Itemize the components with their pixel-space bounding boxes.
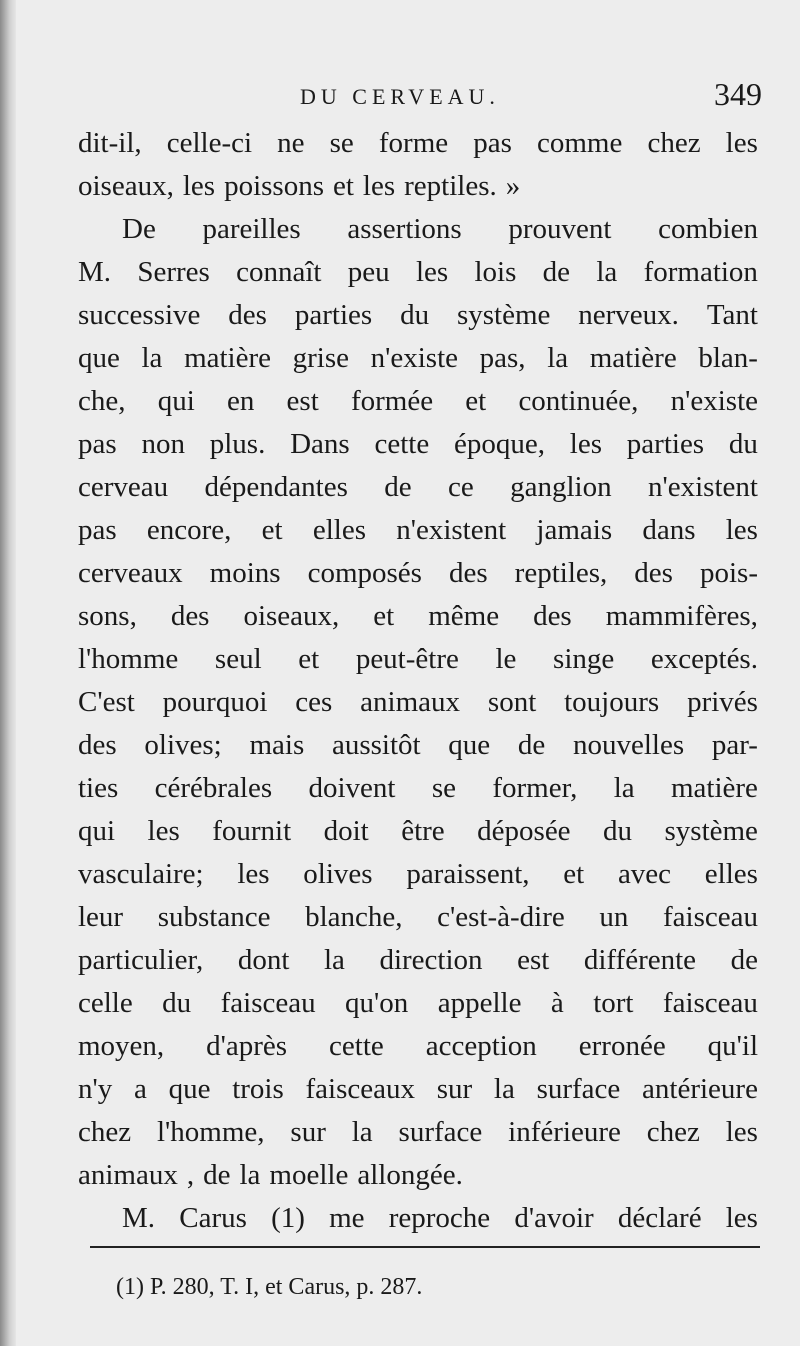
word: parties: [626, 428, 705, 460]
word: se: [431, 772, 456, 804]
word: allongée.: [357, 1159, 463, 1191]
word: composés: [307, 557, 422, 589]
word: de: [384, 471, 412, 503]
text-line-13: [78, 638, 758, 681]
word: par-: [711, 729, 758, 761]
word: successive: [78, 299, 201, 331]
word: système: [456, 299, 551, 331]
word: et: [298, 643, 320, 675]
word: (1): [271, 1202, 305, 1234]
word: Dans: [290, 428, 350, 460]
word: non: [141, 428, 185, 460]
word: ces: [295, 686, 333, 718]
word: doivent: [308, 772, 396, 804]
word: les: [725, 1202, 758, 1234]
word: »: [505, 170, 521, 202]
word: reptiles,: [514, 557, 608, 589]
word: Carus: [179, 1202, 247, 1234]
word: faisceau: [662, 901, 758, 933]
word: le: [495, 643, 517, 675]
word: des: [228, 299, 267, 331]
word: lois: [474, 256, 517, 288]
word: pas: [473, 127, 512, 159]
word: et: [332, 170, 354, 202]
word: époque,: [454, 428, 546, 460]
word: du: [728, 428, 758, 460]
word: les: [415, 256, 449, 288]
word: cerveau: [78, 471, 169, 503]
word: moins: [209, 557, 281, 589]
text-line-5: [78, 294, 758, 337]
word: c'est-à-dire: [437, 901, 565, 933]
word: d'après: [206, 1030, 288, 1062]
word: formée: [350, 385, 434, 417]
word: la: [323, 944, 345, 976]
word: chez: [78, 1116, 132, 1148]
word: la: [351, 1116, 373, 1148]
word: connaît: [236, 256, 322, 288]
word: des: [78, 729, 117, 761]
word: et: [261, 514, 283, 546]
word: n'y: [78, 1073, 113, 1105]
word: dépendantes: [204, 471, 348, 503]
text-line-26: [78, 1197, 758, 1240]
word: de: [203, 1159, 231, 1191]
word: de: [517, 729, 546, 761]
word: pas: [78, 428, 117, 460]
word: pas,: [479, 342, 526, 374]
word: l'homme: [78, 643, 179, 675]
word: du: [400, 299, 430, 331]
text-line-24: [78, 1111, 758, 1154]
text-line-16: [78, 767, 758, 810]
word: moyen,: [78, 1030, 165, 1062]
word: jamais: [536, 514, 613, 546]
body-text: [78, 122, 758, 1240]
word: que: [448, 729, 491, 761]
word: les: [182, 170, 216, 202]
word: la: [239, 1159, 261, 1191]
word: des: [448, 557, 488, 589]
word: et: [465, 385, 487, 417]
word: mammifères,: [605, 600, 758, 632]
word: et: [373, 600, 395, 632]
word: plus.: [209, 428, 266, 460]
word: du: [603, 815, 633, 847]
word: reproche: [388, 1202, 491, 1234]
word: les: [569, 428, 603, 460]
word: acception: [425, 1030, 537, 1062]
word: ,: [186, 1159, 195, 1191]
word: un: [599, 901, 629, 933]
word: privés: [687, 686, 758, 718]
word: appelle: [437, 987, 522, 1019]
word: qu'on: [345, 987, 409, 1019]
word: cette: [374, 428, 430, 460]
footnote: (1) P. 280, T. I, et Carus, p. 287.: [116, 1274, 423, 1300]
word: matière: [670, 772, 758, 804]
word: déclaré: [617, 1202, 702, 1234]
text-line-8: [78, 423, 758, 466]
text-line-2: [78, 165, 758, 208]
word: les: [147, 815, 180, 847]
word: me: [329, 1202, 365, 1234]
word: ties: [78, 772, 119, 804]
word: la: [141, 342, 163, 374]
word: mais: [249, 729, 305, 761]
word: pourquoi: [162, 686, 268, 718]
word: elles: [312, 514, 366, 546]
word: olives;: [144, 729, 222, 761]
word: substance: [157, 901, 271, 933]
word: exceptés.: [650, 643, 758, 675]
word: aussitôt: [331, 729, 421, 761]
word: leur: [78, 901, 124, 933]
word: erronée: [578, 1030, 666, 1062]
text-line-3: [78, 208, 758, 251]
word: blanche,: [305, 901, 403, 933]
word: sur: [290, 1116, 326, 1148]
word: pareilles: [202, 213, 301, 245]
word: l'homme,: [157, 1116, 265, 1148]
word: que: [78, 342, 120, 374]
word: oiseaux,: [78, 170, 174, 202]
word: matière: [589, 342, 677, 374]
word: che,: [78, 385, 126, 417]
text-line-7: [78, 380, 758, 423]
word: les: [362, 170, 396, 202]
word: assertions: [347, 213, 462, 245]
word: n'existent: [648, 471, 758, 503]
word: sont: [487, 686, 537, 718]
word: de: [542, 256, 571, 288]
word: avec: [617, 858, 672, 890]
text-line-12: [78, 595, 758, 638]
word: la: [493, 1073, 515, 1105]
word: des: [170, 600, 210, 632]
word: que: [168, 1073, 211, 1105]
word: tort: [593, 987, 634, 1019]
word: n'existe: [370, 342, 459, 374]
word: C'est: [78, 686, 135, 718]
word: Tant: [706, 299, 758, 331]
word: parties: [294, 299, 373, 331]
word: encore,: [146, 514, 232, 546]
word: toujours: [564, 686, 660, 718]
text-line-4: [78, 251, 758, 294]
word: surface: [398, 1116, 483, 1148]
word: la: [596, 256, 618, 288]
page-number: 349: [714, 76, 762, 112]
footnote-rule: [90, 1246, 760, 1248]
word: cérébrales: [154, 772, 273, 804]
running-head: [78, 76, 762, 118]
word: elles: [704, 858, 758, 890]
text-line-9: [78, 466, 758, 509]
word: continuée,: [518, 385, 639, 417]
text-line-15: [78, 724, 758, 767]
word: inférieure: [508, 1116, 621, 1148]
word: dans: [642, 514, 696, 546]
word: seul: [214, 643, 262, 675]
word: poissons: [224, 170, 324, 202]
word: chez: [647, 127, 701, 159]
text-line-10: [78, 509, 758, 552]
word: prouvent: [508, 213, 612, 245]
text-line-14: [78, 681, 758, 724]
word: celle-ci: [166, 127, 253, 159]
word: à: [550, 987, 564, 1019]
word: sons,: [78, 600, 137, 632]
word: se: [329, 127, 354, 159]
word: former,: [492, 772, 578, 804]
word: sur: [436, 1073, 473, 1105]
word: est: [286, 385, 319, 417]
word: et: [563, 858, 585, 890]
word: a: [133, 1073, 147, 1105]
word: paraissent,: [406, 858, 530, 890]
text-line-19: [78, 896, 758, 939]
word: doit: [323, 815, 369, 847]
word: même: [428, 600, 500, 632]
word: Serres: [137, 256, 210, 288]
text-line-21: [78, 982, 758, 1025]
word: formation: [643, 256, 758, 288]
word: matière: [184, 342, 272, 374]
word: en: [226, 385, 255, 417]
word: qui: [78, 815, 116, 847]
word: particulier,: [78, 944, 204, 976]
word: nerveux.: [578, 299, 679, 331]
text-line-22: [78, 1025, 758, 1068]
word: les: [725, 127, 758, 159]
word: pas: [78, 514, 117, 546]
running-title: DU CERVEAU.: [300, 84, 500, 109]
word: n'existe: [670, 385, 758, 417]
text-line-18: [78, 853, 758, 896]
word: M.: [78, 256, 112, 288]
word: fournit: [212, 815, 292, 847]
word: M.: [122, 1202, 156, 1234]
word: la: [613, 772, 635, 804]
word: oiseaux,: [243, 600, 340, 632]
word: comme: [537, 127, 623, 159]
word: des: [634, 557, 673, 589]
word: forme: [378, 127, 449, 159]
word: animaux: [78, 1159, 178, 1191]
word: les: [237, 858, 270, 890]
text-line-6: [78, 337, 758, 380]
word: pois-: [699, 557, 758, 589]
word: ganglion: [510, 471, 612, 503]
word: antérieure: [642, 1073, 758, 1105]
word: faisceau: [662, 987, 758, 1019]
word: animaux: [360, 686, 461, 718]
word: grise: [292, 342, 350, 374]
word: ce: [448, 471, 474, 503]
word: différente: [583, 944, 697, 976]
word: blan-: [698, 342, 758, 374]
word: être: [401, 815, 445, 847]
word: trois: [232, 1073, 284, 1105]
word: chez: [646, 1116, 700, 1148]
word: qu'il: [707, 1030, 758, 1062]
word: des: [533, 600, 572, 632]
word: dont: [237, 944, 290, 976]
word: ne: [277, 127, 305, 159]
text-line-11: [78, 552, 758, 595]
word: De: [122, 213, 156, 245]
word: celle: [78, 987, 133, 1019]
text-line-17: [78, 810, 758, 853]
word: faisceaux: [305, 1073, 415, 1105]
word: qui: [157, 385, 195, 417]
word: est: [517, 944, 550, 976]
word: dit-il,: [78, 127, 142, 159]
word: direction: [379, 944, 483, 976]
word: système: [664, 815, 758, 847]
word: singe: [553, 643, 615, 675]
page-gutter-shadow: [0, 0, 16, 1346]
word: olives: [303, 858, 373, 890]
text-line-20: [78, 939, 758, 982]
word: de: [730, 944, 758, 976]
word: surface: [536, 1073, 621, 1105]
word: nouvelles: [572, 729, 685, 761]
word: du: [162, 987, 192, 1019]
word: cerveaux: [78, 557, 183, 589]
word: vasculaire;: [78, 858, 204, 890]
word: déposée: [477, 815, 571, 847]
word: cette: [329, 1030, 384, 1062]
word: d'avoir: [514, 1202, 594, 1234]
word: peut-être: [355, 643, 459, 675]
word: la: [547, 342, 569, 374]
word: les: [725, 1116, 758, 1148]
text-line-1: [78, 122, 758, 165]
word: combien: [658, 213, 758, 245]
word: peu: [347, 256, 390, 288]
text-line-25: [78, 1154, 758, 1197]
word: n'existent: [396, 514, 507, 546]
text-line-23: [78, 1068, 758, 1111]
word: les: [725, 514, 758, 546]
word: moelle: [269, 1159, 349, 1191]
word: faisceau: [220, 987, 316, 1019]
word: reptiles.: [404, 170, 497, 202]
